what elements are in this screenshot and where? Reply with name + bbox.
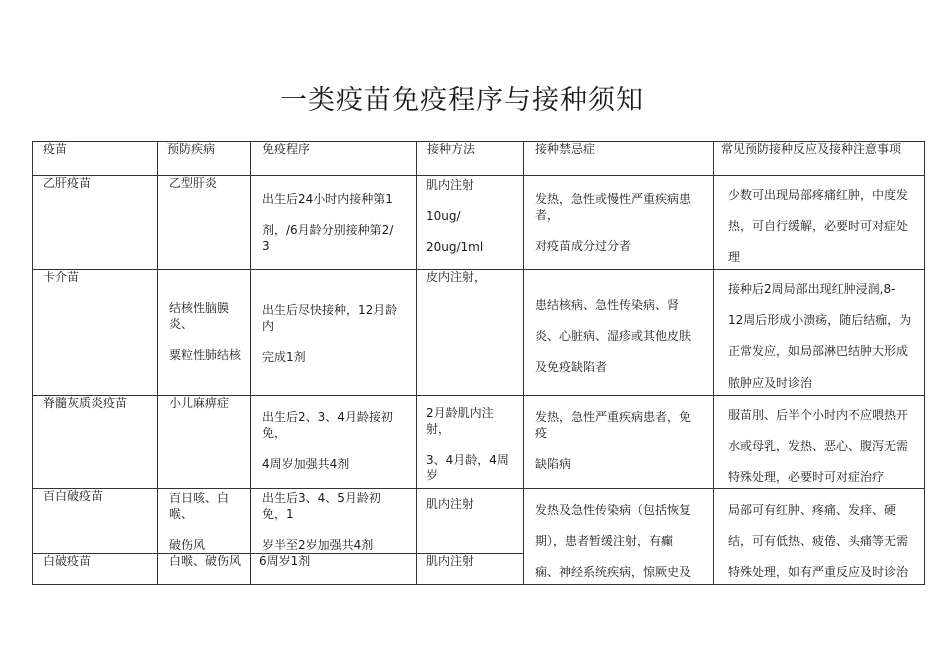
table-row bbox=[33, 396, 925, 489]
disease-cell: 结核性脑膜 炎、 粟粒性肺结核 bbox=[158, 270, 251, 396]
schedule-cell: 出生后尽快接种，12月龄 内 完成1剂 bbox=[251, 270, 417, 396]
contraindication-cell-shared: 发热及急性传染病（包括恢复 期），患者暂缓注射，有癫 痫、神经系统疾病，惊厥史及 bbox=[524, 489, 714, 585]
vaccine-name: 卡介苗 bbox=[33, 270, 158, 396]
method-cell: 肌内注射 bbox=[417, 554, 524, 585]
notes-cell: 接种后2周局部出现红肿浸润,8- 12周后形成小溃疡，随后结痂，为 正常发应，如局部淋巴结肿大形成 脓肿应及时诊治 bbox=[714, 270, 925, 396]
schedule-cell: 6周岁1剂 bbox=[251, 554, 417, 585]
header-disease: 预防疾病 bbox=[158, 142, 251, 176]
disease-cell: 百日咳、白 喉、 破伤风 bbox=[158, 489, 251, 554]
vaccine-table bbox=[32, 141, 925, 585]
disease-cell: 乙型肝炎 bbox=[158, 176, 251, 270]
contraindication-cell: 发热，急性严重疾病患者，免 疫 缺陷病 bbox=[524, 396, 714, 489]
method-cell: 肌内注射 10ug/ 20ug/1ml bbox=[417, 176, 524, 270]
table-row bbox=[33, 270, 925, 396]
schedule-cell: 出生后3、4、5月龄初 免，1 岁半至2岁加强共4剂 bbox=[251, 489, 417, 554]
header-method: 接种方法 bbox=[417, 142, 524, 176]
contraindication-cell: 患结核病、急性传染病、肾 炎、心脏病、湿疹或其他皮肤 及免疫缺陷者 bbox=[524, 270, 714, 396]
schedule-cell: 出生后24小时内接种第1 剂，/6月龄分别接种第2/ 3 bbox=[251, 176, 417, 270]
header-contraindication: 接种禁忌症 bbox=[524, 142, 714, 176]
method-cell: 肌内注射 bbox=[417, 489, 524, 554]
disease-cell: 白喉、破伤风 bbox=[158, 554, 251, 585]
notes-cell: 服苗刖、后半个小时内不应喂热开 水或母乳，发热、恶心、腹泻无需 特殊处理，必要时可对症治疗 bbox=[714, 396, 925, 489]
method-cell: 皮内注射， bbox=[417, 270, 524, 396]
vaccine-name: 脊髓灰质炎疫苗 bbox=[33, 396, 158, 489]
notes-cell: 少数可出现局部疼痛红肿，中度发 热，可自行缓解，必要时可对症处 理 bbox=[714, 176, 925, 270]
notes-cell-shared: 局部可有红肿、疼痛、发痒、硬 结，可有低热、疲倦、头痛等无需 特殊处理，如有严重反应及时诊治 bbox=[714, 489, 925, 585]
table-row bbox=[33, 489, 925, 554]
contraindication-cell: 发热，急性或慢性严重疾病患 者， 对疫苗成分过分者 bbox=[524, 176, 714, 270]
page-title: 一类疫苗免疫程序与接种须知 bbox=[280, 85, 644, 116]
table-row bbox=[33, 176, 925, 270]
vaccine-name: 百白破疫苗 bbox=[33, 489, 158, 554]
schedule-cell: 出生后2、3、4月龄接初 免， 4周岁加强共4剂 bbox=[251, 396, 417, 489]
disease-cell: 小儿麻痹症 bbox=[158, 396, 251, 489]
vaccine-name: 乙肝疫苗 bbox=[33, 176, 158, 270]
header-notes: 常见预防接种反应及接种注意事项 bbox=[714, 142, 925, 176]
vaccine-name: 白破疫苗 bbox=[33, 554, 158, 585]
method-cell: 2月龄肌内注 射， 3、4月龄，4周 岁 bbox=[417, 396, 524, 489]
header-schedule: 免疫程序 bbox=[251, 142, 417, 176]
table-header-row bbox=[33, 142, 925, 176]
header-vaccine: 疫苗 bbox=[33, 142, 158, 176]
